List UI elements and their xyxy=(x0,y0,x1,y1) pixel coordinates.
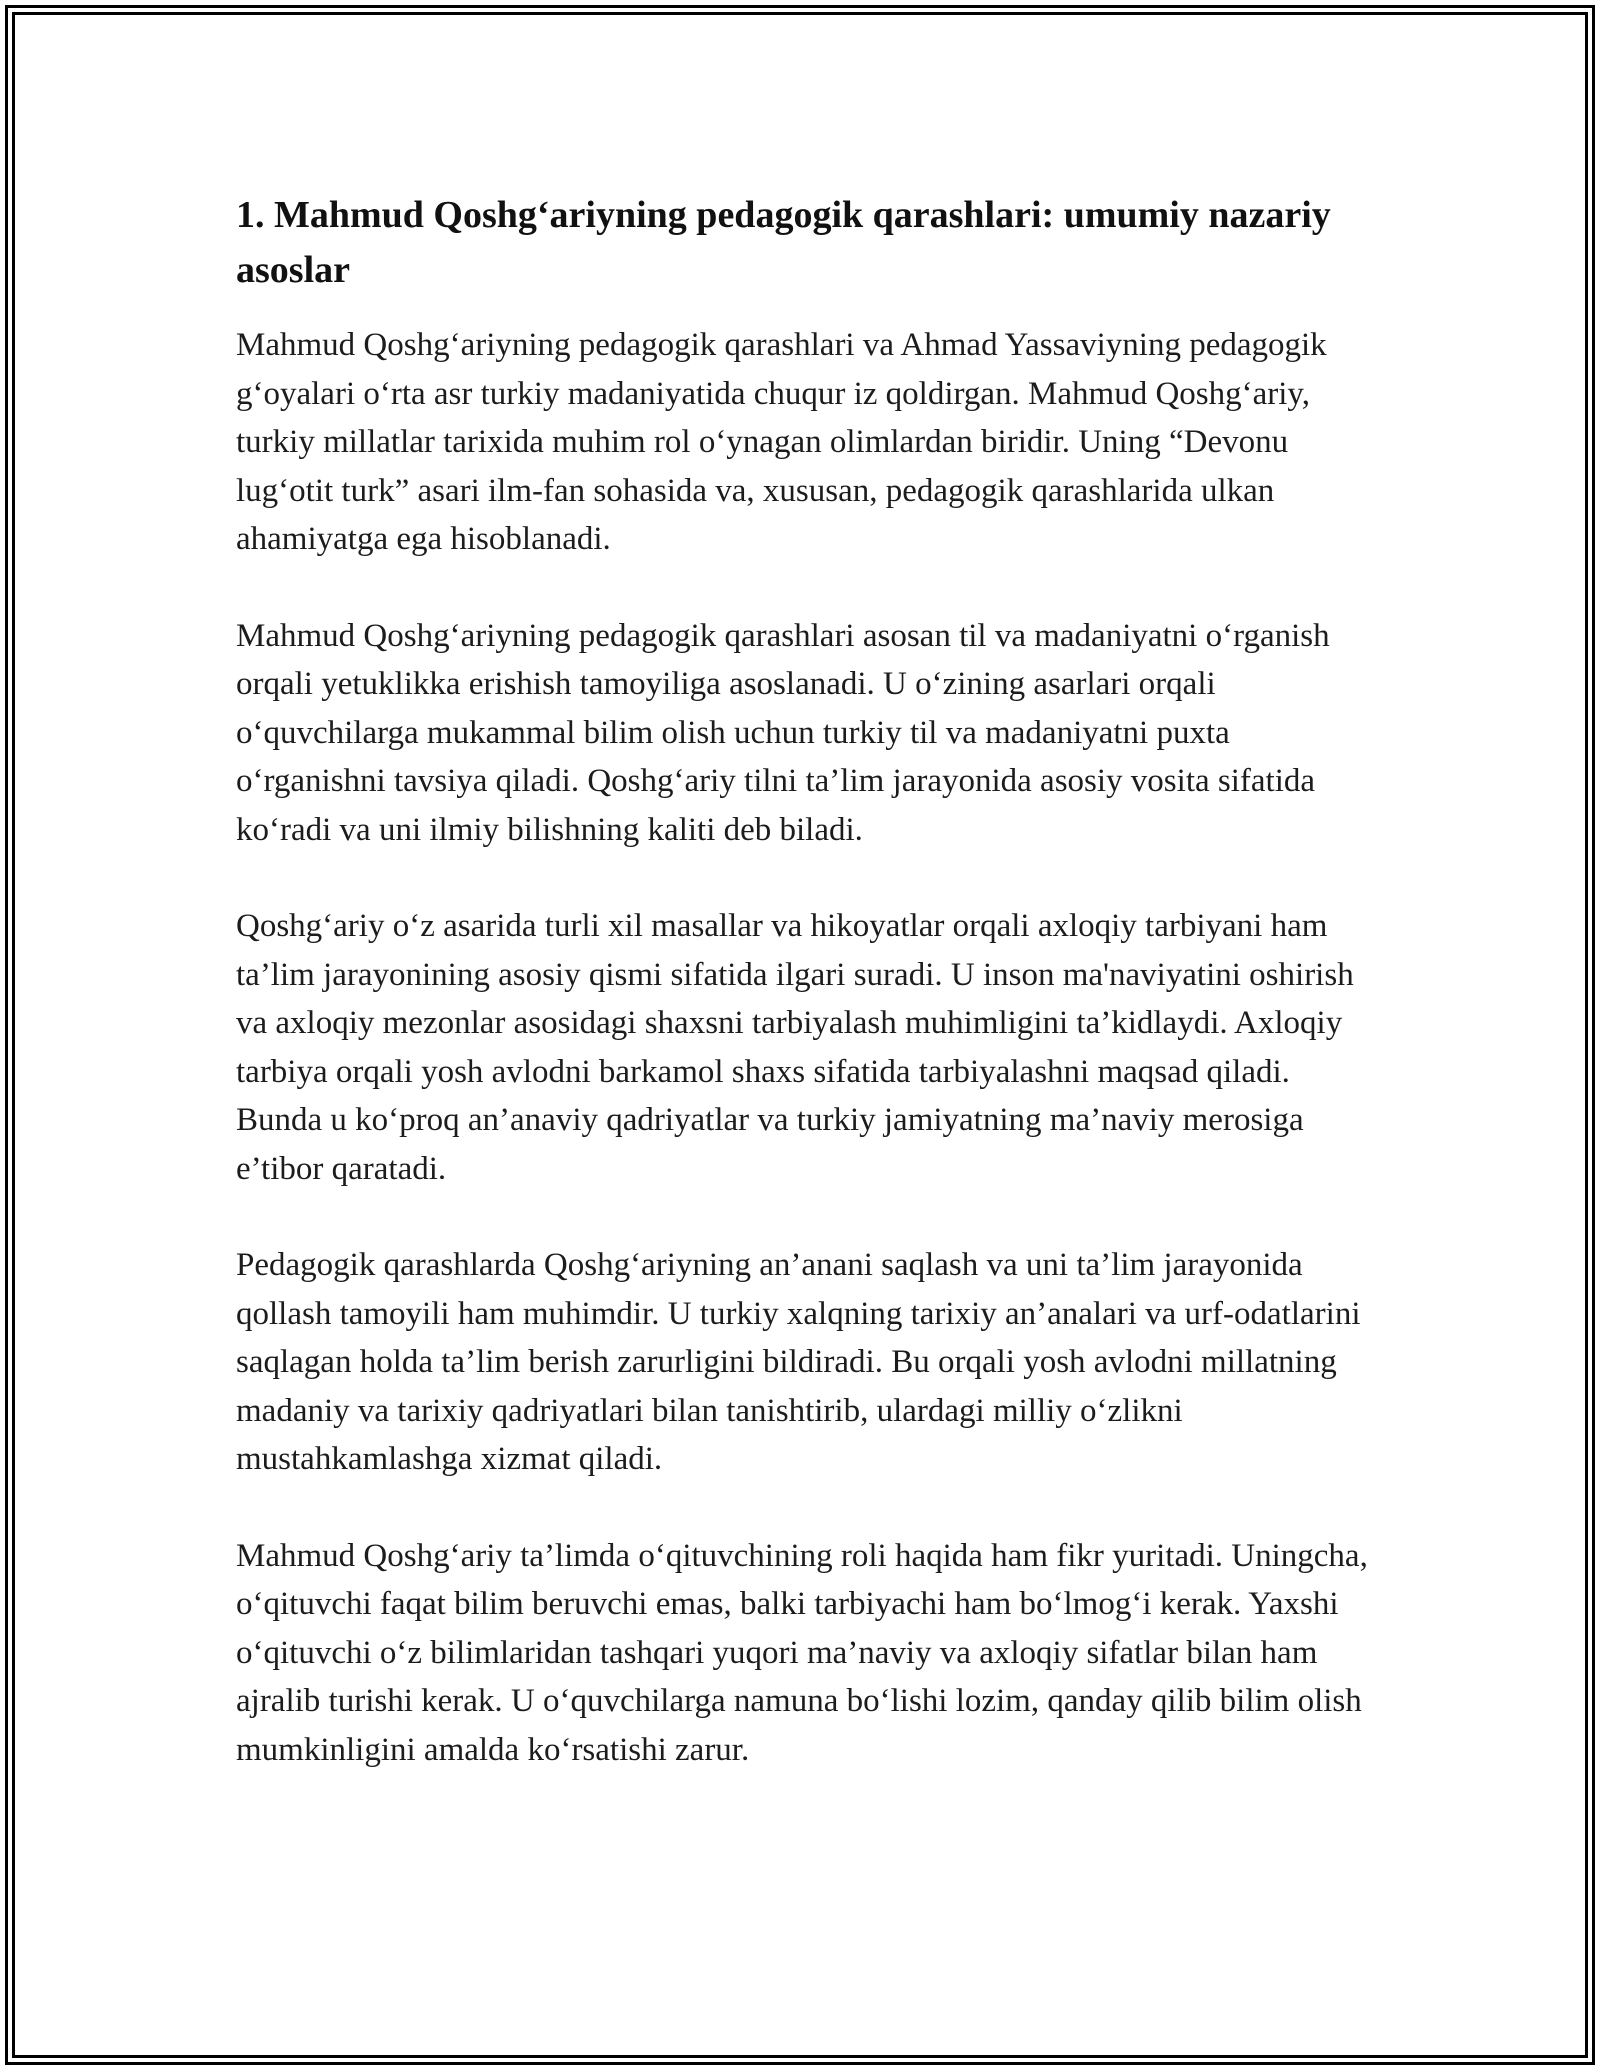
section-heading: 1. Mahmud Qoshg‘ariyning pedagogik qarashlari: umumiy nazariy asoslar xyxy=(236,194,1331,291)
paragraph-1: Mahmud Qoshg‘ariyning pedagogik qarashlari va Ahmad Yassaviyning pedagogik g‘oyalari o‘rta asr turkiy madaniyatida chuqur iz qoldirgan. Mahmud Qoshg‘ariy, turkiy millatlar tarixida muhim rol o‘ynagan olimlardan biridir. Uning “Devonu lug‘otit turk” asari ilm-fan sohasida va, xususan, pedagogik qarashlarida ulkan ahamiyatga ega hisoblanadi. xyxy=(236,327,1327,557)
paragraph-2: Mahmud Qoshg‘ariyning pedagogik qarashlari asosan til va madaniyatni o‘rganish orqali yetuklikka erishish tamoyiliga asoslanadi. U o‘zining asarlari orqali o‘quvchilarga mukammal bilim olish uchun turkiy til va madaniyatni puxta o‘rganishni tavsiya qiladi. Qoshg‘ariy tilni ta’lim jarayonida asosiy vosita sifatida ko‘radi va uni ilmiy bilishning kaliti deb biladi. xyxy=(236,617,1330,848)
document-body xyxy=(236,188,1376,1822)
paragraph-4: Pedagogik qarashlarda Qoshg‘ariyning an’anani saqlash va uni ta’lim jarayonida qollash tamoyili ham muhimdir. U turkiy xalqning tarixiy an’analari va urf-odatlarini saqlagan holda ta’lim berish zarurligini bildiradi. Bu orqali yosh avlodni millatning madaniy va tarixiy qadriyatlari bilan tanishtirib, ulardagi milliy o‘zlikni mustahkamlashga xizmat qiladi. xyxy=(236,1247,1361,1477)
paragraph-5: Mahmud Qoshg‘ariy ta’limda o‘qituvchining roli haqida ham fikr yuritadi. Uningcha, o‘qituvchi faqat bilim beruvchi emas, balki tarbiyachi ham bo‘lmog‘i kerak. Yaxshi o‘qituvchi o‘z bilimlaridan tashqari yuqori ma’naviy va axloqiy sifatlar bilan ham ajralib turishi kerak. U o‘quvchilarga namuna bo‘lishi lozim, qanday qilib bilim olish mumkinligini amalda ko‘rsatishi zarur. xyxy=(236,1537,1368,1768)
paragraph-3: Qoshg‘ariy o‘z asarida turli xil masallar va hikoyatlar orqali axloqiy tarbiyani ham ta’lim jarayonining asosiy qismi sifatida ilgari suradi. U inson ma'naviyatini oshirish va axloqiy mezonlar asosidagi shaxsni tarbiyalash muhimligini ta’kidlaydi. Axloqiy tarbiya orqali yosh avlodni barkamol shaxs sifatida tarbiyalashni maqsad qiladi. Bunda u ko‘proq an’anaviy qadriyatlar va turkiy jamiyatning ma’naviy merosiga e’tibor qaratadi. xyxy=(236,908,1354,1187)
